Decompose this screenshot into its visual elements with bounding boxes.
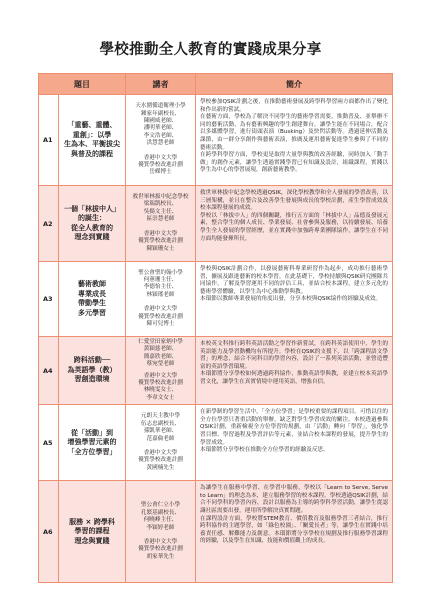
session-id: A1 xyxy=(39,95,59,186)
topic-line: 為英語學（教） xyxy=(67,365,117,374)
session-topic xyxy=(59,481,126,583)
topic-line: 「全方位學習」 xyxy=(67,447,117,456)
intro-paragraph: 在新學制的學習生活中，「全方位學習」是學校重要的課程項目。可惜以往的全方位學習只著重活動的舉辦，缺乏對學生學習成效的關注。本校透過參與QSIK計劃，重新檢視全方位學習的規劃，由「活動」轉向「學習」，強化學習目標、學習過程及學習評估等元素，並結合校本課程的發展，提升學生的學習成效。 xyxy=(200,409,388,446)
intro-paragraph: 本校英文科推行跨科英語活動之學習作新嘗試，在跨科英語使用中，學生的英語能力及學習動機均有所提升。學校在QSIK的支援下，以「跨課程語文學習」的理念，結合不同科目的學習內容，設計了一系列英語活動，並營造豐富的英語學習環境。 xyxy=(200,341,388,370)
session-topic xyxy=(59,186,126,262)
speaker-line: 聖公會仁立小學 xyxy=(140,502,181,509)
speaker-line: 何蕙珊主任、 xyxy=(143,276,178,283)
topic-line: 從全人教育的 xyxy=(71,223,113,232)
speaker-line: 洪慧慧老師 xyxy=(146,140,175,147)
speaker-line: 優質學校改進計劃 xyxy=(138,238,183,245)
table-row xyxy=(39,337,393,405)
speaker-line: 林曉雯女士、 xyxy=(143,387,178,394)
speaker-line: 香港中文大學 xyxy=(143,306,178,313)
session-intro xyxy=(196,405,393,481)
intro-paragraph: 為讓學生在服務中學習、在學習中服務，學校以「Learn to Serve, Serve to Learn」的理念為本，建立服務學習的校本課程。學校透過QSIK計劃，結合不同學科的學習內容，設計以服務為主導的跨學科學習活動，讓學生從認識社區需要出發，運用所學解決真實問題。 xyxy=(200,485,388,515)
speaker-school-group xyxy=(129,339,192,369)
table-header-row xyxy=(39,74,393,95)
speaker-line: 聖公會聖約翰小學 xyxy=(138,269,183,276)
session-intro xyxy=(196,186,393,262)
speaker-line: 林穎瑤老師 xyxy=(146,291,175,298)
intro-paragraph: 學校參加QSIK計劃之後，在推動藝術發展及跨學科學習兩方面都作出了變化和作出新的嘗試。 xyxy=(200,99,388,113)
topic-line: 專業成長 xyxy=(78,289,106,298)
intro-paragraph: 救世軍林拔中紀念學校透過QSIK，深化學校教學和全人發展的學習改善，以三層架構，並且在整合及改善學生發展與成長的學校計劃，產生學習成效及校本課程發展的成效。 xyxy=(200,190,388,212)
speaker-line: 香港中文大學 xyxy=(143,230,178,237)
session-speakers xyxy=(126,186,196,262)
topic-line: 「重藝、重體、 xyxy=(67,121,117,129)
speaker-line: 元朗天主教中學 xyxy=(140,413,181,420)
speaker-school-group xyxy=(129,502,192,532)
speaker-university-group xyxy=(129,155,192,177)
speaker-line: 優質學校改進計劃 xyxy=(138,380,183,387)
speaker-university-group xyxy=(129,373,192,403)
topic-line: 跨科活動── xyxy=(73,356,111,365)
session-intro xyxy=(196,95,393,186)
speaker-line: 岳嶸博士 xyxy=(149,169,172,176)
topic-line: 增強學習元素的 xyxy=(67,438,117,446)
speaker-line: 黃國楠先生 xyxy=(146,464,175,471)
session-speakers xyxy=(126,481,196,583)
intro-paragraph: 本環節以教師專業發展的角度出發，分享本校與QSIK協作的經驗及成效。 xyxy=(200,296,382,303)
speaker-university-group xyxy=(129,231,192,253)
page-title: 學校推動全人教育的實踐成果分享 xyxy=(99,42,322,58)
speaker-line: 優質學校改進計劃 xyxy=(138,162,183,169)
speaker-line: 香港中文大學 xyxy=(143,449,178,456)
speaker-line: 孔繁基副校長、 xyxy=(140,509,181,516)
speaker-school-group xyxy=(129,270,192,300)
table-row xyxy=(39,405,393,481)
speaker-line: 區崇慧老師 xyxy=(146,216,175,223)
speaker-university-group xyxy=(129,450,192,472)
speaker-line: 優質學校改進計劃 xyxy=(138,313,183,320)
session-speakers xyxy=(126,95,196,186)
speaker-line: 仁愛堂田家炳中學 xyxy=(138,339,183,345)
topic-line: 學習的課程 xyxy=(74,527,110,535)
table-row xyxy=(39,95,393,186)
session-id: A4 xyxy=(39,337,59,405)
session-intro xyxy=(196,481,393,583)
session-intro xyxy=(196,262,393,337)
session-speakers xyxy=(126,262,196,337)
speaker-line: 鍾家年副校長、 xyxy=(140,110,181,117)
header-speaker: 講者 xyxy=(126,74,196,95)
topic-line: 的誕生： xyxy=(78,214,106,222)
topic-line: 多元學習 xyxy=(78,308,106,317)
speaker-school-group xyxy=(129,413,192,443)
speaker-line: 優質學校改進計劃 xyxy=(138,546,183,553)
intro-paragraph: 在課程設計方面，學校將STEM教育、價值教育及服務學習三者結合，推行跨科協作的主題學習，如「綠色校園」、「關愛長者」等，讓學生在實踐中培養責任感、解難能力及創意。本環節將分享學校在規劃及推行服務學習課程的經驗，以及學生在知識、技能和價值觀上的成長。 xyxy=(200,515,388,545)
topic-line: 從「活動」到 xyxy=(71,428,113,437)
speaker-line: 何曉峰主任、 xyxy=(143,517,178,524)
table-row xyxy=(39,481,393,583)
header-topic: 題目 xyxy=(39,74,126,95)
speaker-line: 孫凱華老師、 xyxy=(143,428,178,435)
speaker-line: 救世軍林拔中紀念學校 xyxy=(132,194,189,201)
program-table xyxy=(38,73,393,583)
speaker-line: 優質學校改進計劃 xyxy=(138,457,183,464)
speaker-line: 香港中文大學 xyxy=(143,538,178,545)
topic-line: 藝術教師 xyxy=(78,280,106,288)
speaker-line: 李德怡主任、 xyxy=(143,284,178,291)
header-intro: 簡介 xyxy=(196,74,393,95)
speaker-line: 蔡宛瑩老師 xyxy=(146,361,175,368)
session-id: A2 xyxy=(39,186,59,262)
speaker-line: 潘明華老師、 xyxy=(143,125,178,132)
intro-paragraph: 本環節將分享學校在推動全方位學習的經驗及反思。 xyxy=(200,447,329,454)
intro-paragraph: 在跨學科學習方面，學校更是取得大量學與教的改善經驗，同時加入「動手做」的創作元素，讓學生透過實踐學習已有知識及設計，組織課程，實踐以學生為中心的學習展現，創新藝術教學。 xyxy=(200,152,388,174)
topic-line: 重創」：以學 xyxy=(72,130,112,139)
speaker-line: 簡嘉欣老師、 xyxy=(143,353,178,360)
speaker-university-group xyxy=(129,539,192,561)
intro-paragraph: 學校與QSIK計劃合作，以發展藝術科專業研習作為起步，成功推行藝術學習，擴展及跟進藝術的校本學習。在此基礎下，學校持續與QSIK研究團隊共同協作，了解及學習運用不同的評估工具，並結合校本課程，建立多元化的藝術學習體驗，以學生為中心推動學與教。 xyxy=(200,266,388,295)
speaker-line: 李文浩老師、 xyxy=(143,132,178,139)
speaker-line: 黃穎慈老師、 xyxy=(143,346,178,353)
session-id: A6 xyxy=(39,481,59,583)
speaker-school-group xyxy=(129,103,192,147)
table-row xyxy=(39,262,393,337)
speaker-line: 香港中文大學 xyxy=(143,154,178,161)
speaker-school-group xyxy=(129,194,192,224)
speaker-line: 陳穎珊女士 xyxy=(146,245,175,252)
intro-paragraph: 在藝術方面，學校為了解決不同學生的藝術學習需要，推動普及、並舉辦不同的藝術活動，為有藝術興趣的學生創建舞台，讓學生能在不同場合，配合以多媒體學習，進行街頭表演（Busking）及快閃活動等。透過延伸活動及課節，由一群分享創作與藝術表演，推廣及運用藝術促進學生參與了不同的藝術活動。 xyxy=(200,114,388,151)
session-intro xyxy=(196,337,393,405)
session-topic xyxy=(59,337,126,405)
speaker-university-group xyxy=(129,306,192,328)
session-speakers xyxy=(126,405,196,481)
speaker-line: 陳可兒博士 xyxy=(146,321,175,328)
intro-paragraph: 學校以「林拔中人」的四個關鍵，推行五方面的「林拔中人」品德及發展元素，整合學生的個人成長、學業發展、社會參與及服務，以持續發展、培養學生全人發展的學習經歷，並在實踐中加強跨專業團隊協作，讓學生在不同方面均能發揮所長。 xyxy=(200,212,388,242)
topic-line: 理念與實踐 xyxy=(74,536,110,545)
speaker-line: 胡家華先生 xyxy=(146,553,175,560)
intro-paragraph: 本環節將分享學校如何透過跨科協作，推動英語學與教，並建立校本英語學習文化，讓學生在真實情境中運用英語，增強自信。 xyxy=(200,371,388,385)
topic-line: 與普及的課程 xyxy=(71,149,113,158)
topic-line: 帶動學生 xyxy=(78,299,106,307)
session-topic xyxy=(59,95,126,186)
speaker-line: 吳揚文主任、 xyxy=(143,208,178,215)
session-topic xyxy=(59,262,126,337)
speaker-line: 范嘉倫老師 xyxy=(146,435,175,442)
speaker-line: 陳國威老師、 xyxy=(143,117,178,124)
table-row xyxy=(39,186,393,262)
topic-line: 生為本、平衡拔尖 xyxy=(64,140,120,148)
session-id: A5 xyxy=(39,405,59,481)
speaker-line: 天水圍循道衛理小學 xyxy=(135,103,186,110)
topic-line: 習創造環境 xyxy=(74,375,110,384)
speaker-line: 李穎婷老師 xyxy=(146,524,175,531)
topic-line: 一個「林拔中人」 xyxy=(64,204,120,213)
session-topic xyxy=(59,405,126,481)
speaker-line: 伍志忠副校長、 xyxy=(140,420,181,427)
topic-line: 理念到實踐 xyxy=(74,233,110,241)
session-speakers xyxy=(126,337,196,405)
speaker-line: 李韋文女士 xyxy=(146,394,175,401)
speaker-line: 梁瑞凱校長、 xyxy=(143,201,178,208)
topic-line: 服務 × 跨學科 xyxy=(69,517,115,526)
session-id: A3 xyxy=(39,262,59,337)
speaker-line: 香港中文大學 xyxy=(143,372,178,379)
